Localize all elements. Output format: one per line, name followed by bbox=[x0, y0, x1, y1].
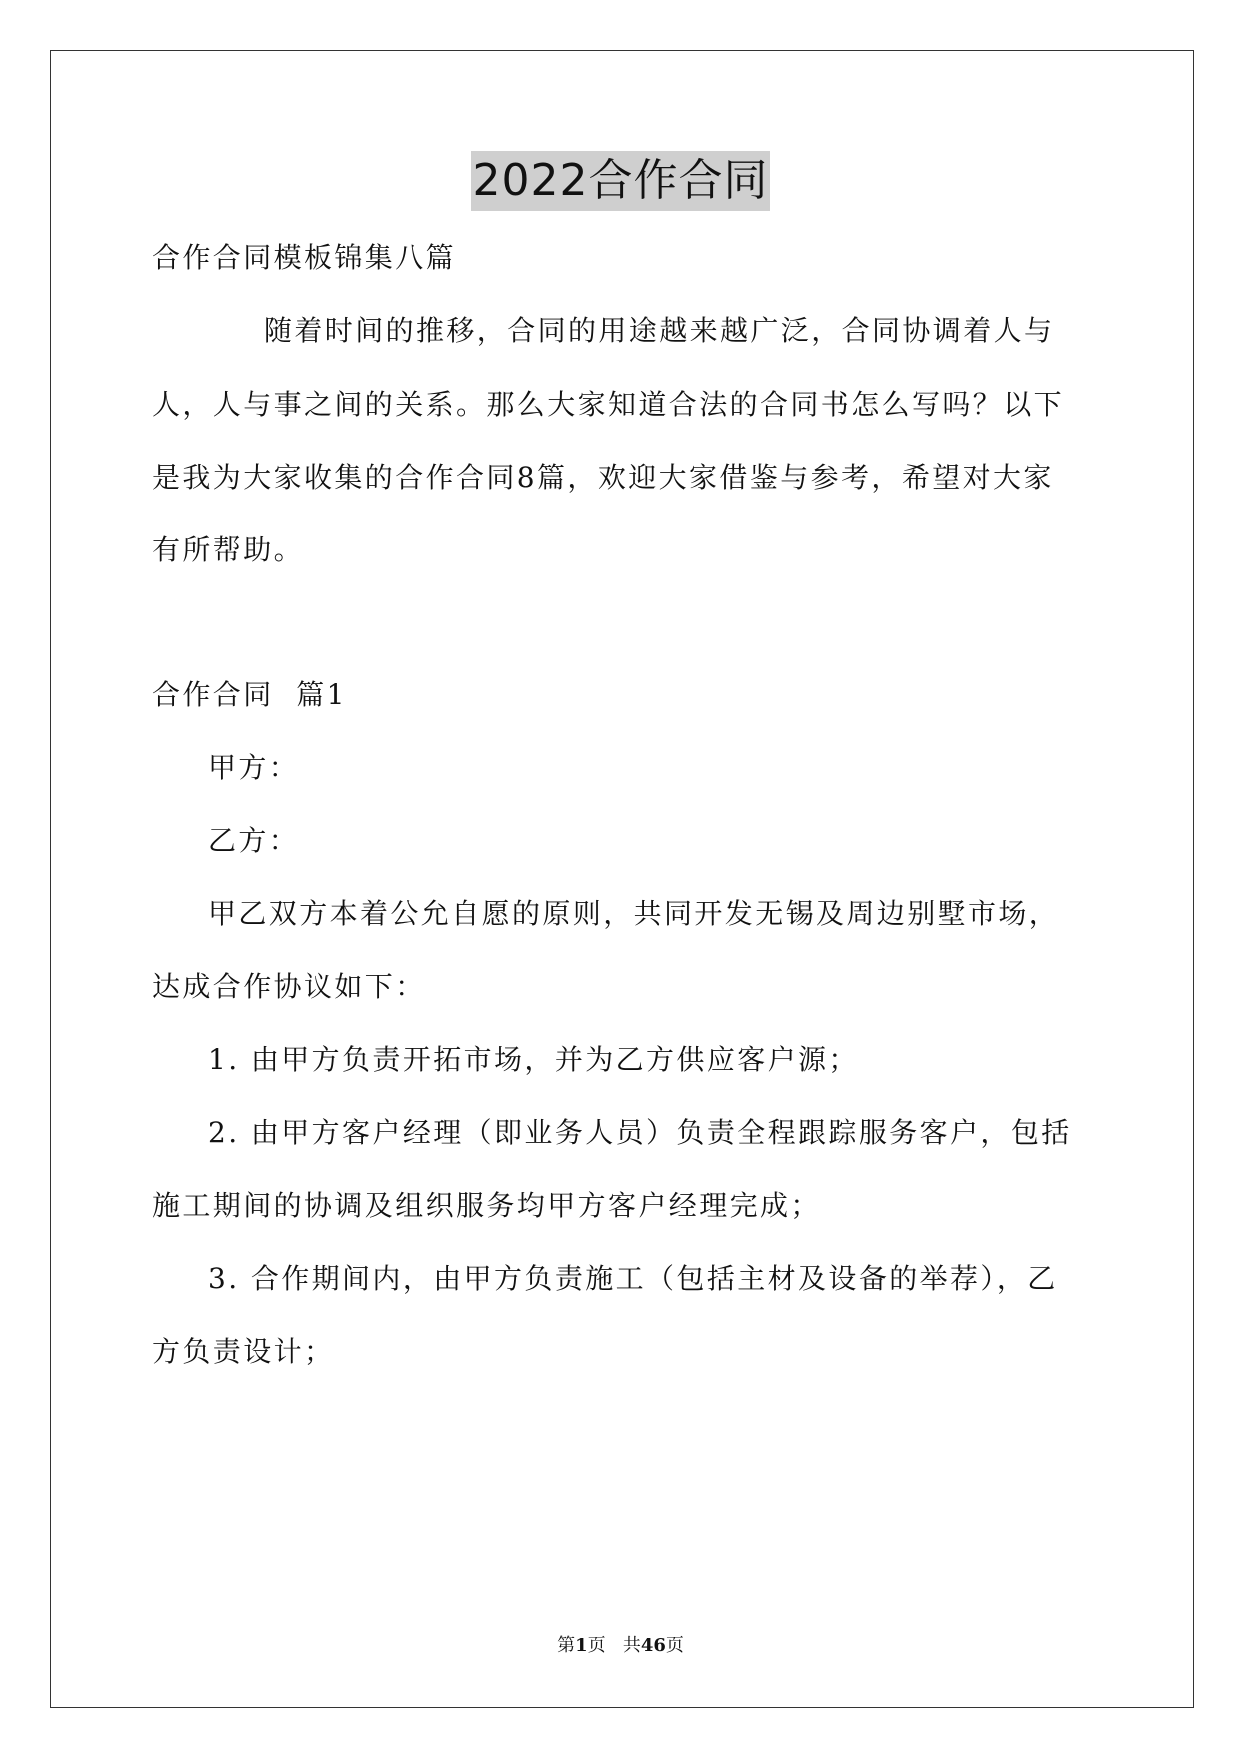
clause-line: 方负责设计； bbox=[152, 1335, 335, 1368]
party-b-label: 乙方： bbox=[208, 824, 300, 857]
page-border bbox=[50, 50, 1194, 1708]
page-footer bbox=[0, 1631, 1241, 1657]
clause-line: 施工期间的协调及组织服务均甲方客户经理完成； bbox=[152, 1189, 821, 1222]
section-heading: 合作合同 篇1 bbox=[152, 678, 347, 711]
footer-total-pages: 46 bbox=[640, 1635, 666, 1656]
footer-page-suffix: 页 bbox=[587, 1635, 606, 1656]
intro-line: 是我为大家收集的合作合同8篇，欢迎大家借鉴与参考，希望对大家 bbox=[152, 461, 1054, 494]
footer-total-prefix: 共 bbox=[622, 1635, 641, 1656]
agreement-line: 达成合作协议如下： bbox=[152, 970, 426, 1003]
document-title-wrapper bbox=[0, 151, 1241, 211]
footer-total-suffix: 页 bbox=[665, 1635, 684, 1656]
footer-page-number: 1 bbox=[575, 1635, 588, 1656]
document-title: 2022合作合同 bbox=[471, 151, 771, 211]
footer-prefix: 第 bbox=[557, 1635, 576, 1656]
agreement-line: 甲乙双方本着公允自愿的原则，共同开发无锡及周边别墅市场， bbox=[208, 897, 1060, 930]
document-subtitle: 合作合同模板锦集八篇 bbox=[152, 241, 457, 274]
intro-line: 有所帮助。 bbox=[152, 533, 305, 566]
party-a-label: 甲方： bbox=[208, 751, 300, 784]
clause-line: 1. 由甲方负责开拓市场，并为乙方供应客户源； bbox=[208, 1043, 859, 1076]
intro-line: 人，人与事之间的关系。那么大家知道合法的合同书怎么写吗？以下 bbox=[152, 388, 1065, 421]
intro-line: 随着时间的推移，合同的用途越来越广泛，合同协调着人与 bbox=[264, 314, 1055, 347]
clause-line: 3. 合作期间内，由甲方负责施工（包括主材及设备的举荐），乙 bbox=[208, 1262, 1058, 1295]
clause-line: 2. 由甲方客户经理（即业务人员）负责全程跟踪服务客户，包括 bbox=[208, 1116, 1072, 1149]
